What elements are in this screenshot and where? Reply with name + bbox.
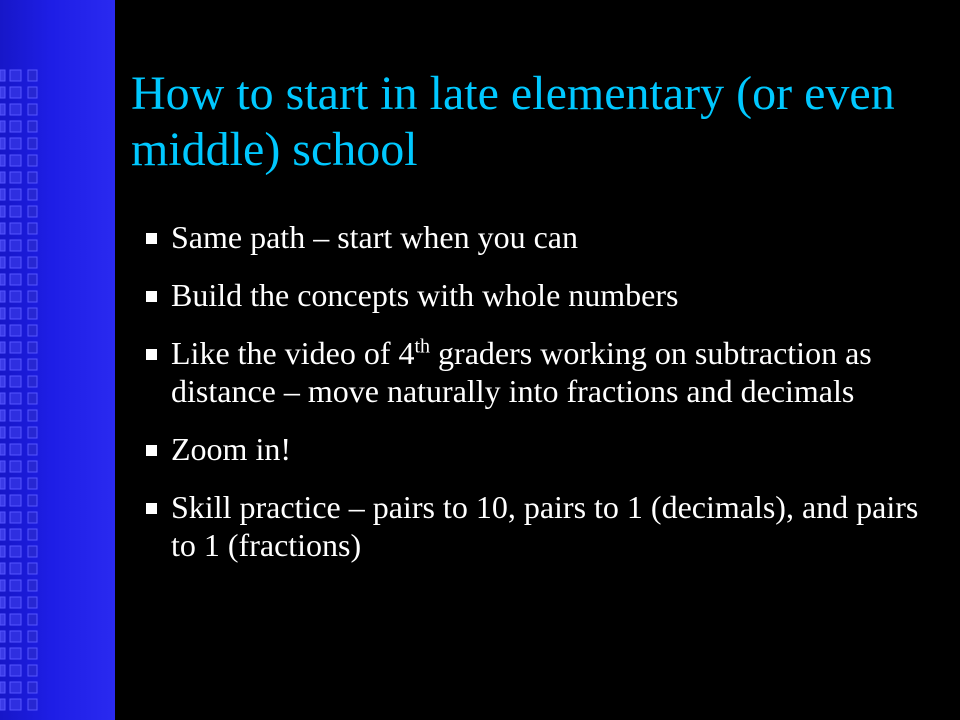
decorative-square [28, 376, 37, 387]
decorative-square [10, 478, 21, 489]
decorative-square [10, 325, 21, 336]
decorative-square [28, 410, 37, 421]
decorative-square [28, 682, 37, 693]
decorative-square [28, 342, 37, 353]
bullet-text: Zoom in! [171, 431, 291, 467]
decorative-square [28, 291, 37, 302]
decorative-square [0, 682, 5, 693]
decorative-square [10, 648, 21, 659]
decorative-square [28, 325, 37, 336]
decorative-square [0, 393, 5, 404]
decorative-square [0, 631, 5, 642]
decorative-square [28, 70, 37, 81]
bullet-item [146, 488, 946, 564]
decorative-square [10, 682, 21, 693]
decorative-square [10, 291, 21, 302]
bullet-text: Skill practice – pairs to 10, pairs to 1 (decimals), and pairs to 1 (fractions) [171, 489, 919, 563]
decorative-square [10, 699, 21, 710]
decorative-square [0, 478, 5, 489]
decorative-square [0, 359, 5, 370]
decorative-square [28, 121, 37, 132]
decorative-square [28, 206, 37, 217]
decorative-square [28, 257, 37, 268]
decorative-square [0, 257, 5, 268]
decorative-square [10, 240, 21, 251]
decorative-square [28, 546, 37, 557]
decorative-square [28, 597, 37, 608]
decorative-square [0, 70, 5, 81]
decorative-square [0, 240, 5, 251]
bullet-item [146, 218, 946, 256]
decorative-square [28, 665, 37, 676]
decorative-square [28, 155, 37, 166]
bullet-text: Same path – start when you can [171, 219, 578, 255]
decorative-square [28, 699, 37, 710]
decorative-square [10, 512, 21, 523]
decorative-square [28, 172, 37, 183]
decorative-square [28, 529, 37, 540]
decorative-square [10, 155, 21, 166]
bullet-text-after: graders working on subtraction as distance – move naturally into fractions and decimals [171, 335, 872, 409]
decorative-square [10, 631, 21, 642]
square-bullet-icon [146, 349, 157, 360]
decorative-square [0, 410, 5, 421]
decorative-square [28, 359, 37, 370]
decorative-square [28, 87, 37, 98]
decorative-square [28, 461, 37, 472]
decorative-square [10, 87, 21, 98]
decorative-square [0, 223, 5, 234]
decorative-square [10, 665, 21, 676]
decorative-square [0, 291, 5, 302]
decorative-square [0, 155, 5, 166]
decorative-square [10, 70, 21, 81]
decorative-square [0, 444, 5, 455]
decorative-square [10, 206, 21, 217]
bullet-item [146, 334, 946, 410]
decorative-square [0, 274, 5, 285]
bullet-item [146, 276, 946, 314]
decorative-square [10, 614, 21, 625]
decorative-square [10, 393, 21, 404]
decorative-square [28, 512, 37, 523]
decorative-square [28, 223, 37, 234]
decorative-square [0, 172, 5, 183]
decorative-square [28, 308, 37, 319]
square-bullet-icon [146, 291, 157, 302]
decorative-square [10, 189, 21, 200]
decorative-square [10, 563, 21, 574]
decorative-square [0, 104, 5, 115]
decorative-square [0, 495, 5, 506]
decorative-square [10, 121, 21, 132]
square-bullet-icon [146, 233, 157, 244]
decorative-square [28, 138, 37, 149]
decorative-square [0, 376, 5, 387]
bullet-item [146, 430, 946, 468]
decorative-square [0, 206, 5, 217]
decorative-square [10, 274, 21, 285]
slide-title: How to start in late elementary (or even middle) school [131, 67, 895, 176]
decorative-square [0, 121, 5, 132]
decorative-square [0, 563, 5, 574]
decorative-square [0, 665, 5, 676]
decorative-square [10, 495, 21, 506]
decorative-square [10, 410, 21, 421]
decorative-square [28, 580, 37, 591]
square-bullet-icon [146, 445, 157, 456]
decorative-square [10, 257, 21, 268]
decorative-square [10, 359, 21, 370]
decorative-square [10, 444, 21, 455]
decorative-square [28, 648, 37, 659]
decorative-square [10, 597, 21, 608]
decorative-square [28, 240, 37, 251]
decorative-square [0, 138, 5, 149]
decorative-square [10, 223, 21, 234]
decorative-square [28, 631, 37, 642]
decorative-square [0, 580, 5, 591]
decorative-square [28, 104, 37, 115]
decorative-square [0, 512, 5, 523]
bullet-text-before: Like the video of 4 [171, 335, 415, 371]
decorative-square [10, 546, 21, 557]
decorative-square [10, 342, 21, 353]
decorative-square [10, 580, 21, 591]
decorative-square [28, 444, 37, 455]
decorative-square [0, 614, 5, 625]
decorative-square [28, 274, 37, 285]
decorative-square [28, 189, 37, 200]
decorative-square [0, 529, 5, 540]
decorative-square [28, 563, 37, 574]
decorative-square [0, 308, 5, 319]
decorative-square [10, 529, 21, 540]
decorative-square [0, 546, 5, 557]
decorative-square [10, 308, 21, 319]
decorative-square [28, 478, 37, 489]
decorative-square [0, 189, 5, 200]
decorative-square [0, 699, 5, 710]
decorative-square [28, 393, 37, 404]
bullet-text: Build the concepts with whole numbers [171, 277, 679, 313]
decorative-square [10, 461, 21, 472]
decorative-square [0, 325, 5, 336]
decorative-square [10, 427, 21, 438]
square-bullet-icon [146, 503, 157, 514]
decorative-square [10, 138, 21, 149]
decorative-square [0, 87, 5, 98]
decorative-square [0, 427, 5, 438]
square-pattern [0, 0, 115, 720]
decorative-sidebar [0, 0, 115, 720]
decorative-square [10, 172, 21, 183]
decorative-square [0, 648, 5, 659]
decorative-square [10, 104, 21, 115]
bullet-list [146, 218, 946, 584]
decorative-square [0, 597, 5, 608]
decorative-square [0, 342, 5, 353]
ordinal-superscript: th [414, 335, 431, 358]
decorative-square [10, 376, 21, 387]
decorative-square [28, 427, 37, 438]
decorative-square [28, 614, 37, 625]
decorative-square [0, 461, 5, 472]
decorative-square [28, 495, 37, 506]
